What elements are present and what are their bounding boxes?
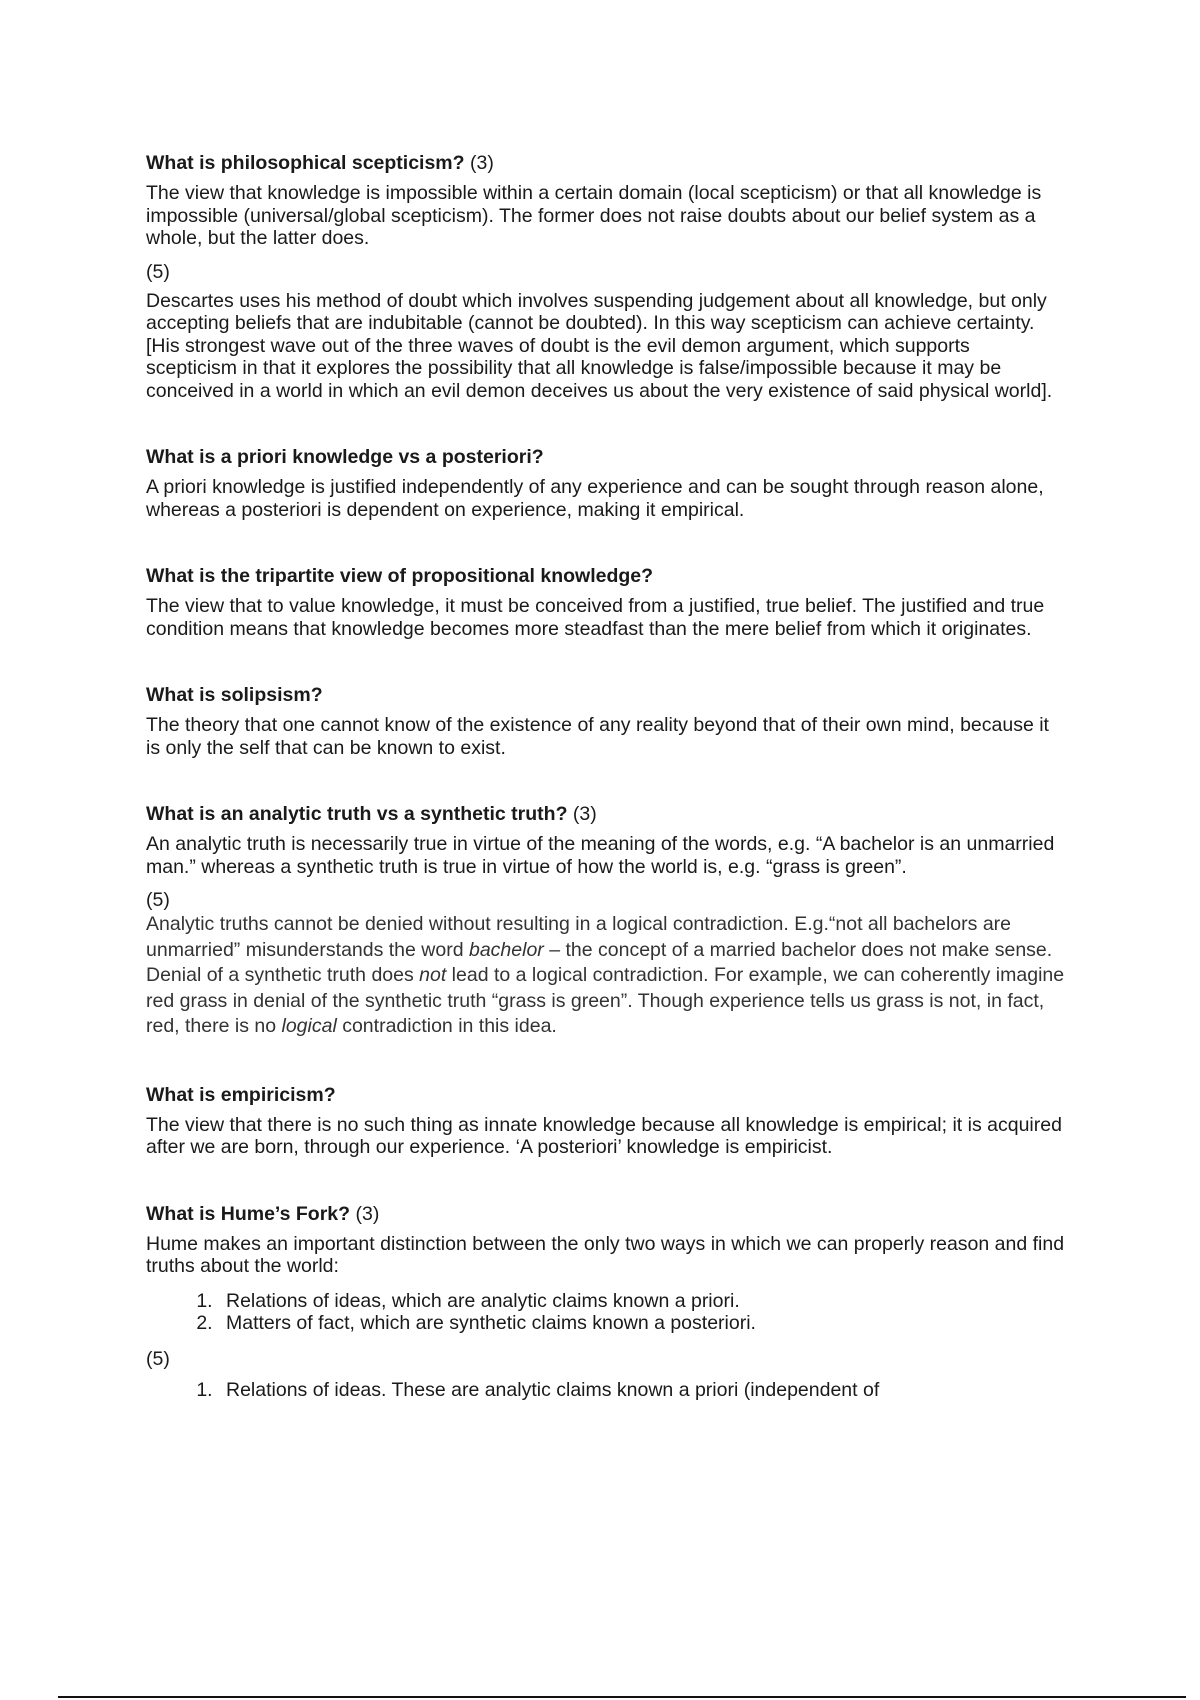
list-item: 1. Relations of ideas, which are analytic claims known a priori. — [218, 1290, 1066, 1313]
section-humes-fork — [146, 1201, 1066, 1402]
question-heading — [146, 1082, 1066, 1108]
answer-paragraph: Hume makes an important distinction between the only two ways in which we can properly reason and find truths about the world: — [146, 1232, 1065, 1278]
question-heading — [146, 150, 1066, 176]
question-text: What is Hume’s Fork? — [146, 1202, 351, 1225]
answer-paragraph: The view that there is no such thing as innate knowledge because all knowledge is empirical; it is acquired after we are born, through our experience. ‘A posteriori’ knowledge is empiricist. — [146, 1113, 1062, 1159]
question-heading — [146, 1201, 1066, 1227]
mark-label: (3) — [355, 1202, 380, 1225]
document-page — [146, 150, 1066, 1443]
mark-label: (3) — [469, 152, 494, 174]
question-text: What is a priori knowledge vs a posteriori? — [146, 446, 544, 468]
page-bottom-rule — [58, 1696, 1186, 1698]
mark-label: (3) — [572, 803, 597, 825]
emphasis-text: bachelor — [468, 938, 544, 961]
question-text: What is an analytic truth vs a synthetic truth? — [146, 803, 568, 825]
question-text: What is empiricism? — [146, 1083, 336, 1106]
section-analytic-synthetic-truth — [146, 801, 1066, 1040]
section-philosophical-scepticism — [146, 150, 1066, 402]
question-text: What is solipsism? — [146, 684, 323, 706]
answer-paragraph: An analytic truth is necessarily true in virtue of the meaning of the words, e.g. “A bachelor is an unmarried man.” whereas a synthetic truth is true in virtue of how the world is, e.g. “grass is green”. — [146, 833, 1055, 878]
list-item: 2. Matters of fact, which are synthetic claims known a posteriori. — [218, 1312, 1066, 1335]
numbered-list — [146, 1379, 1066, 1402]
emphasis-text: logical — [281, 1015, 337, 1038]
answer-paragraph: Descartes uses his method of doubt which involves suspending judgement about all knowledge, but only accepting beliefs that are indubitable (cannot be doubted). In this way scepticism can achieve certainty. [His strongest wave out of the three waves of doubt is the evil demon argument, which supports scepticism in that it explores the possibility that all knowledge is false/impossible because it may be conceived in a world in which an evil demon deceives us about the very existence of said physical world]. — [146, 289, 1053, 402]
answer-text: – the concept of a married bachelor does not make sense. Denial of a synthetic truth does — [146, 938, 1053, 987]
section-a-priori-knowledge — [146, 444, 1066, 521]
answer-text: contradiction in this idea. — [336, 1015, 557, 1038]
mark-label: (5) — [146, 1347, 170, 1370]
answer-paragraph — [146, 912, 1066, 1040]
answer-text: Analytic truths cannot be denied without resulting in a logical contradiction. E.g.“not all bachelors are unmarried” misunderstands the word — [146, 913, 1011, 961]
question-heading — [146, 682, 1066, 708]
emphasis-text: not — [419, 964, 447, 987]
mark-label: (5) — [146, 889, 170, 911]
answer-paragraph: The view that knowledge is impossible within a certain domain (local scepticism) or that all knowledge is impossible (universal/global scepticism). The former does not raise doubts about our belief system as a whole, but the latter does. — [146, 182, 1042, 249]
mark-label: (5) — [146, 260, 170, 283]
numbered-list — [146, 1290, 1066, 1335]
list-item: 1. Relations of ideas. These are analytic claims known a priori (independent of — [218, 1379, 1066, 1402]
section-empiricism — [146, 1082, 1066, 1159]
section-tripartite-view — [146, 563, 1066, 640]
question-heading — [146, 563, 1066, 589]
question-heading — [146, 444, 1066, 470]
question-text: What is the tripartite view of propositional knowledge? — [146, 565, 654, 587]
answer-text: lead to a logical contradiction. For example, we can coherently imagine red grass in denial of the synthetic truth “grass is green”. Though experience tells us grass is not, in fact, red, there is no — [146, 964, 1065, 1038]
answer-paragraph: The theory that one cannot know of the existence of any reality beyond that of their own mind, because it is only the self that can be known to exist. — [146, 714, 1049, 759]
answer-paragraph: A priori knowledge is justified independently of any experience and can be sought through reason alone, whereas a posteriori is dependent on experience, making it empirical. — [146, 476, 1044, 521]
question-heading — [146, 801, 1066, 827]
answer-paragraph: The view that to value knowledge, it must be conceived from a justified, true belief. The justified and true condition means that knowledge becomes more steadfast than the mere belief from which it originates. — [146, 595, 1045, 640]
section-solipsism — [146, 682, 1066, 759]
question-text: What is philosophical scepticism? — [146, 152, 465, 174]
